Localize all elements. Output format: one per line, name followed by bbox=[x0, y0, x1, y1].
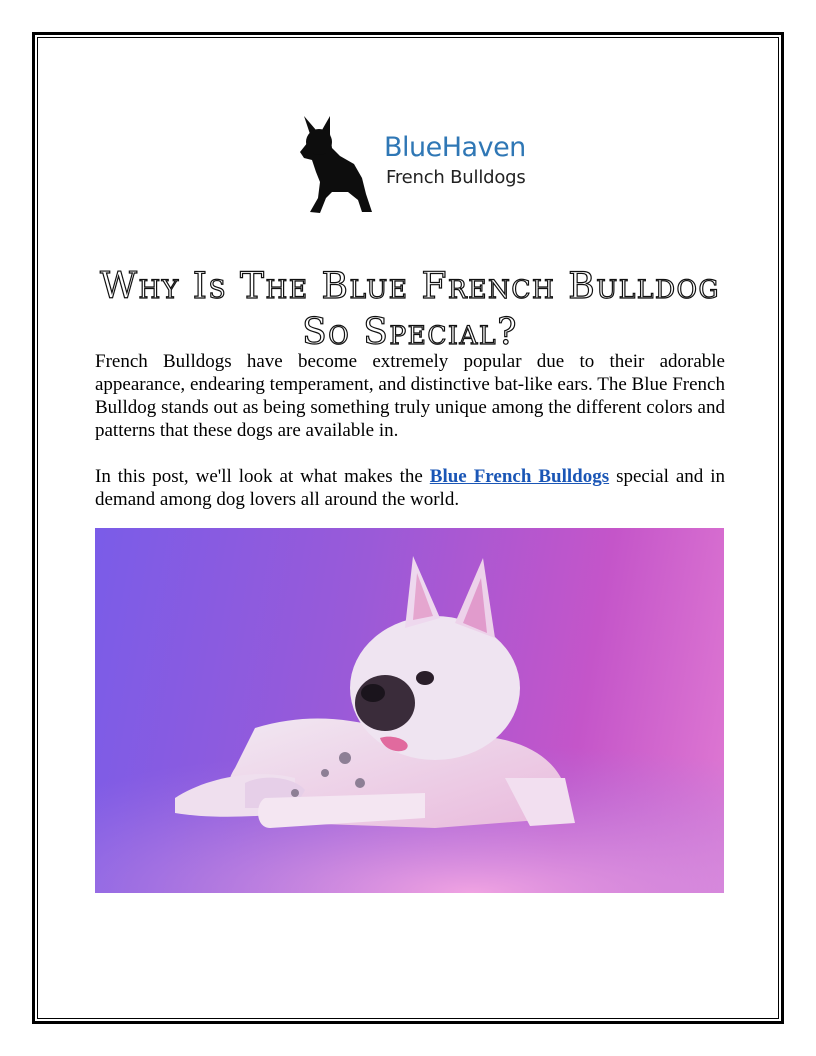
french-bulldog-silhouette-icon bbox=[296, 112, 386, 216]
page-title: Why Is The Blue French Bulldog So Special? bbox=[99, 266, 721, 354]
brand-subtitle: French Bulldogs bbox=[386, 167, 526, 188]
hero-photo bbox=[95, 528, 724, 893]
brand-logo bbox=[296, 112, 556, 216]
blue-french-bulldogs-link[interactable]: Blue French Bulldogs bbox=[429, 466, 610, 487]
paragraph-text-before: In this post, we'll look at what makes the bbox=[95, 466, 430, 487]
brand-name: BlueHaven bbox=[384, 132, 526, 163]
post-intro-paragraph bbox=[95, 465, 725, 511]
paragraph-text-after: special and in demand among dog lovers all around the world. bbox=[95, 466, 726, 510]
french-bulldog-photo-illustration bbox=[95, 528, 724, 893]
intro-paragraph: French Bulldogs have become extremely popular due to their adorable appearance, endearing temperament, and distinctive bat-like ears. The Blue French Bulldog stands out as being something truly unique among the different colors and patterns that these dogs are available in. bbox=[95, 351, 725, 441]
